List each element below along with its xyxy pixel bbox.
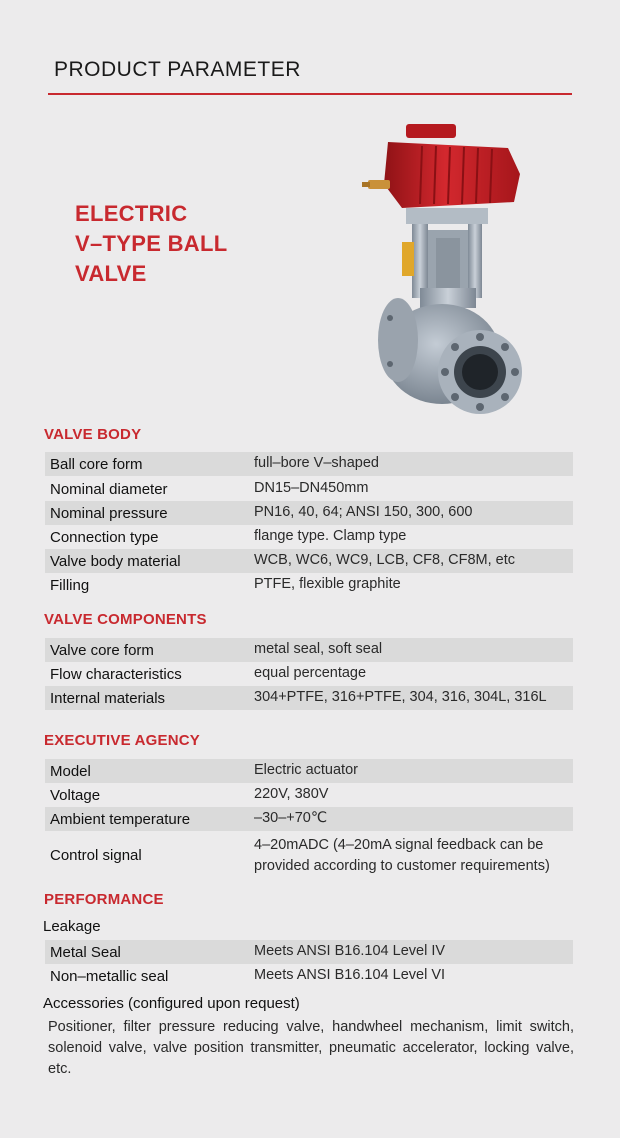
table-row [45, 573, 573, 597]
accessories-text: Positioner, filter pressure reducing valve, handwheel mechanism, limit switch, solenoid valve, valve position transmitter, pneumatic accelerator, locking valve, etc. [48, 1019, 574, 1077]
table-row [45, 638, 573, 662]
param-label: Valve body material [50, 553, 181, 570]
param-value: –30–+70℃ [254, 810, 328, 826]
param-value: 220V, 380V [254, 786, 329, 802]
param-label: Connection type [50, 529, 159, 546]
table-row [45, 783, 573, 807]
param-value: WCB, WC6, WC9, LCB, CF8, CF8M, etc [254, 552, 516, 568]
param-value: DN15–DN450mm [254, 480, 369, 496]
table-row [45, 964, 573, 988]
table-row [45, 452, 573, 476]
table-row [45, 477, 573, 501]
product-title-line-1: ELECTRIC [75, 201, 188, 226]
param-label: Model [50, 763, 91, 780]
electric-v-type-ball-valve-icon [362, 118, 532, 430]
param-label: Flow characteristics [50, 666, 182, 683]
param-value: 304+PTFE, 316+PTFE, 304, 316, 304L, 316L [254, 689, 547, 705]
param-label: Nominal pressure [50, 505, 168, 522]
section-title-valve-components: VALVE COMPONENTS [44, 611, 207, 628]
product-title-line-2: V–TYPE BALL [75, 231, 228, 256]
param-label: Non–metallic seal [50, 968, 169, 985]
header-divider [48, 93, 572, 95]
param-value: metal seal, soft seal [254, 641, 383, 657]
param-value: PN16, 40, 64; ANSI 150, 300, 600 [254, 504, 473, 520]
leakage-label: Leakage [43, 918, 101, 935]
param-value: Electric actuator [254, 762, 358, 778]
param-value: full–bore V–shaped [254, 455, 379, 471]
accessories-label: Accessories (configured upon request) [43, 995, 300, 1012]
param-value: PTFE, flexible graphite [254, 576, 401, 592]
table-row [45, 833, 573, 879]
param-label: Filling [50, 577, 90, 594]
param-label: Voltage [50, 787, 101, 804]
table-row [45, 759, 573, 783]
table-row [45, 662, 573, 686]
table-row [45, 501, 573, 525]
param-label: Metal Seal [50, 944, 121, 961]
param-label: Control signal [50, 847, 142, 864]
table-row [45, 549, 573, 573]
param-label: Ambient temperature [50, 811, 191, 828]
param-value: 4–20mADC (4–20mA signal feedback can be provided according to customer requirements) [254, 837, 550, 874]
table-row [45, 807, 573, 831]
section-title-valve-body: VALVE BODY [44, 426, 142, 443]
param-value: Meets ANSI B16.104 Level IV [254, 943, 446, 959]
table-row [45, 686, 573, 710]
param-label: Ball core form [50, 456, 143, 473]
product-title [75, 199, 227, 289]
param-label: Valve core form [50, 642, 154, 659]
param-value: Meets ANSI B16.104 Level VI [254, 967, 446, 983]
product-title-line-3: VALVE [75, 261, 147, 286]
table-row [45, 940, 573, 964]
param-value: equal percentage [254, 665, 367, 681]
section-title-performance: PERFORMANCE [44, 891, 164, 908]
table-row [45, 525, 573, 549]
param-value: flange type. Clamp type [254, 528, 407, 544]
param-label: Nominal diameter [50, 481, 168, 498]
section-title-executive-agency: EXECUTIVE AGENCY [44, 732, 201, 749]
page-title: PRODUCT PARAMETER [54, 58, 301, 81]
param-label: Internal materials [50, 690, 166, 707]
